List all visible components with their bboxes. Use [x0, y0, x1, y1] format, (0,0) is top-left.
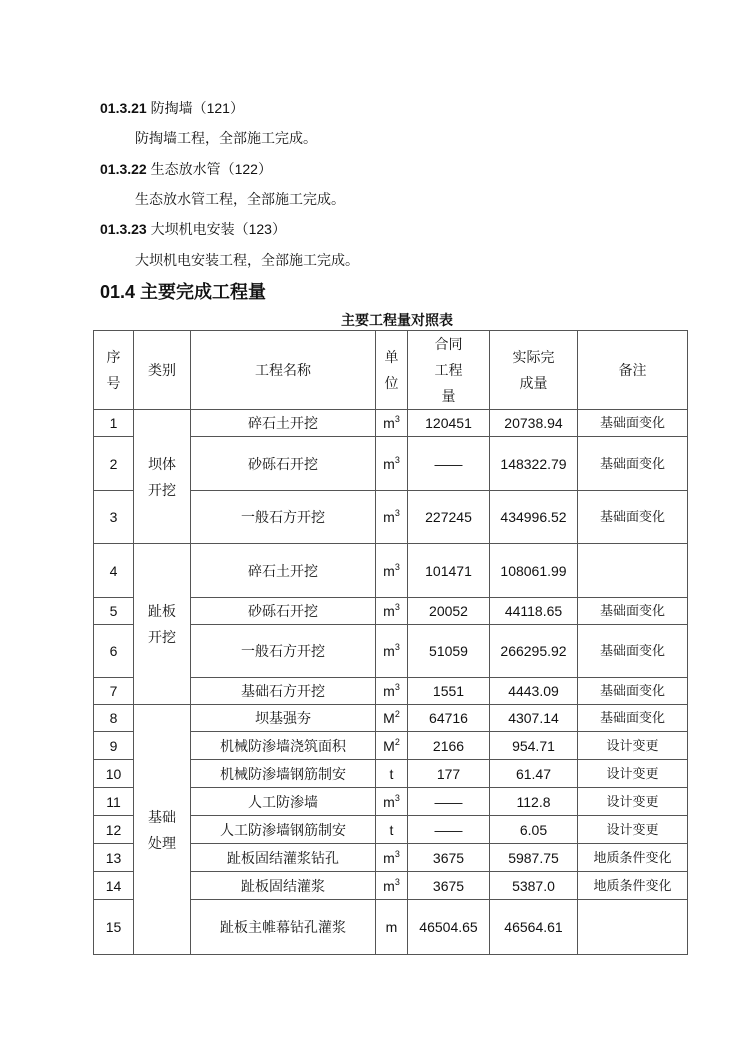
- cell-actual: 20738.94: [490, 410, 578, 437]
- unit-text: M: [383, 737, 395, 754]
- cell-contract: 64716: [408, 705, 490, 732]
- cell-no: 15: [94, 900, 134, 955]
- cell-note: [578, 544, 688, 598]
- cell-note: 基础面变化: [578, 625, 688, 678]
- cell-no: 3: [94, 491, 134, 544]
- cell-note: 基础面变化: [578, 598, 688, 625]
- cell-contract: ——: [408, 788, 490, 816]
- cell-actual: 61.47: [490, 760, 578, 788]
- unit-exponent: 2: [394, 736, 400, 747]
- cell-actual: 46564.61: [490, 900, 578, 955]
- cell-name: 趾板主帷幕钻孔灌浆: [191, 900, 376, 955]
- unit-text: M: [383, 710, 395, 726]
- cell-name: 碎石土开挖: [191, 410, 376, 437]
- cell-name: 砂砾石开挖: [191, 437, 376, 491]
- cell-unit: [376, 598, 408, 625]
- section-heading: 01.3.21 防掏墙（121）: [100, 100, 244, 116]
- cell-contract: ——: [408, 816, 490, 844]
- cell-no: 12: [94, 816, 134, 844]
- unit-text: m: [383, 683, 395, 699]
- cell-category: 基础处理: [134, 705, 191, 955]
- unit-text: m: [383, 643, 395, 659]
- cell-note: 基础面变化: [578, 410, 688, 437]
- cell-category: 坝体开挖: [134, 410, 191, 544]
- section-heading: 01.3.23 大坝机电安装（123）: [100, 221, 286, 237]
- unit-exponent: 3: [394, 414, 400, 424]
- header-actual: 实际完成量: [490, 331, 578, 410]
- cell-name: 碎石土开挖: [191, 544, 376, 598]
- unit-exponent: 3: [394, 792, 400, 803]
- table-title: 主要工程量对照表: [341, 312, 453, 328]
- cell-actual: 6.05: [490, 816, 578, 844]
- table-header: [94, 331, 688, 410]
- unit-text: m: [383, 455, 395, 472]
- cell-unit: [376, 705, 408, 732]
- cell-no: 8: [94, 705, 134, 732]
- cell-unit: [376, 491, 408, 544]
- unit-exponent: 3: [394, 876, 400, 887]
- header-category: 类别: [134, 331, 191, 410]
- section-body: 防掏墙工程，全部施工完成。: [135, 130, 317, 146]
- header-no: 序号: [94, 331, 134, 410]
- cell-unit: [376, 437, 408, 491]
- cell-contract: 2166: [408, 732, 490, 760]
- header-note: 备注: [578, 331, 688, 410]
- cell-note: 基础面变化: [578, 678, 688, 705]
- unit-text: m: [383, 877, 395, 894]
- cell-contract: 1551: [408, 678, 490, 705]
- cell-actual: 434996.52: [490, 491, 578, 544]
- unit-exponent: 3: [394, 848, 400, 859]
- cell-unit: [376, 872, 408, 900]
- cell-note: 基础面变化: [578, 491, 688, 544]
- cell-name: 机械防渗墙钢筋制安: [191, 760, 376, 788]
- cell-unit: [376, 788, 408, 816]
- cell-actual: 44118.65: [490, 598, 578, 625]
- cell-note: [578, 900, 688, 955]
- cell-actual: 266295.92: [490, 625, 578, 678]
- cell-contract: 227245: [408, 491, 490, 544]
- cell-no: 1: [94, 410, 134, 437]
- unit-exponent: 3: [394, 508, 400, 518]
- cell-no: 6: [94, 625, 134, 678]
- cell-contract: 120451: [408, 410, 490, 437]
- cell-no: 7: [94, 678, 134, 705]
- cell-actual: 148322.79: [490, 437, 578, 491]
- unit-text: m: [383, 793, 395, 810]
- cell-unit: [376, 625, 408, 678]
- cell-name: 基础石方开挖: [191, 678, 376, 705]
- cell-note: 地质条件变化: [578, 872, 688, 900]
- cell-actual: 108061.99: [490, 544, 578, 598]
- unit-exponent: 3: [394, 642, 400, 652]
- table-row: [94, 410, 688, 437]
- cell-name: 趾板固结灌浆钻孔: [191, 844, 376, 872]
- cell-name: 一般石方开挖: [191, 491, 376, 544]
- cell-name: 机械防渗墙浇筑面积: [191, 732, 376, 760]
- cell-note: 基础面变化: [578, 437, 688, 491]
- cell-unit: [376, 844, 408, 872]
- unit-text: m: [383, 562, 395, 579]
- cell-no: 5: [94, 598, 134, 625]
- unit-text: t: [389, 765, 394, 782]
- unit-exponent: 2: [394, 709, 400, 719]
- cell-contract: 51059: [408, 625, 490, 678]
- cell-category: 趾板开挖: [134, 544, 191, 705]
- unit-exponent: 3: [394, 561, 400, 572]
- cell-actual: 5387.0: [490, 872, 578, 900]
- cell-contract: ——: [408, 437, 490, 491]
- unit-exponent: 3: [394, 682, 400, 692]
- section-body: 生态放水管工程，全部施工完成。: [135, 191, 345, 207]
- unit-exponent: 3: [394, 454, 400, 465]
- cell-contract: 46504.65: [408, 900, 490, 955]
- cell-note: 设计变更: [578, 760, 688, 788]
- unit-exponent: 3: [394, 602, 400, 612]
- cell-no: 13: [94, 844, 134, 872]
- cell-no: 9: [94, 732, 134, 760]
- unit-text: t: [389, 821, 394, 838]
- section-heading: 01.3.22 生态放水管（122）: [100, 161, 272, 177]
- cell-unit: [376, 410, 408, 437]
- cell-note: 基础面变化: [578, 705, 688, 732]
- cell-contract: 3675: [408, 844, 490, 872]
- cell-name: 趾板固结灌浆: [191, 872, 376, 900]
- cell-actual: 112.8: [490, 788, 578, 816]
- cell-name: 人工防渗墙: [191, 788, 376, 816]
- section-body: 大坝机电安装工程，全部施工完成。: [135, 252, 359, 268]
- cell-unit: [376, 678, 408, 705]
- cell-actual: 4443.09: [490, 678, 578, 705]
- header-name: 工程名称: [191, 331, 376, 410]
- cell-name: 坝基强夯: [191, 705, 376, 732]
- cell-unit: [376, 732, 408, 760]
- cell-unit: [376, 760, 408, 788]
- unit-text: m: [383, 509, 395, 525]
- cell-note: 设计变更: [578, 732, 688, 760]
- table-row: [94, 544, 688, 598]
- cell-no: 4: [94, 544, 134, 598]
- header-unit: 单位: [376, 331, 408, 410]
- quantities-table: [93, 330, 688, 955]
- cell-contract: 177: [408, 760, 490, 788]
- cell-note: 设计变更: [578, 788, 688, 816]
- chapter-heading: 01.4 主要完成工程量: [100, 282, 267, 302]
- cell-unit: [376, 816, 408, 844]
- unit-text: m: [383, 415, 395, 431]
- cell-name: 一般石方开挖: [191, 625, 376, 678]
- cell-contract: 20052: [408, 598, 490, 625]
- unit-text: m: [383, 849, 395, 866]
- cell-contract: 101471: [408, 544, 490, 598]
- cell-no: 10: [94, 760, 134, 788]
- cell-actual: 954.71: [490, 732, 578, 760]
- cell-unit: [376, 900, 408, 955]
- header-contract: 合同工程量: [408, 331, 490, 410]
- cell-actual: 4307.14: [490, 705, 578, 732]
- table-row: [94, 705, 688, 732]
- cell-contract: 3675: [408, 872, 490, 900]
- cell-actual: 5987.75: [490, 844, 578, 872]
- unit-text: m: [385, 919, 398, 935]
- cell-note: 地质条件变化: [578, 844, 688, 872]
- cell-unit: [376, 544, 408, 598]
- cell-no: 11: [94, 788, 134, 816]
- cell-name: 人工防渗墙钢筋制安: [191, 816, 376, 844]
- unit-text: m: [383, 603, 395, 619]
- cell-note: 设计变更: [578, 816, 688, 844]
- cell-no: 2: [94, 437, 134, 491]
- cell-no: 14: [94, 872, 134, 900]
- cell-name: 砂砾石开挖: [191, 598, 376, 625]
